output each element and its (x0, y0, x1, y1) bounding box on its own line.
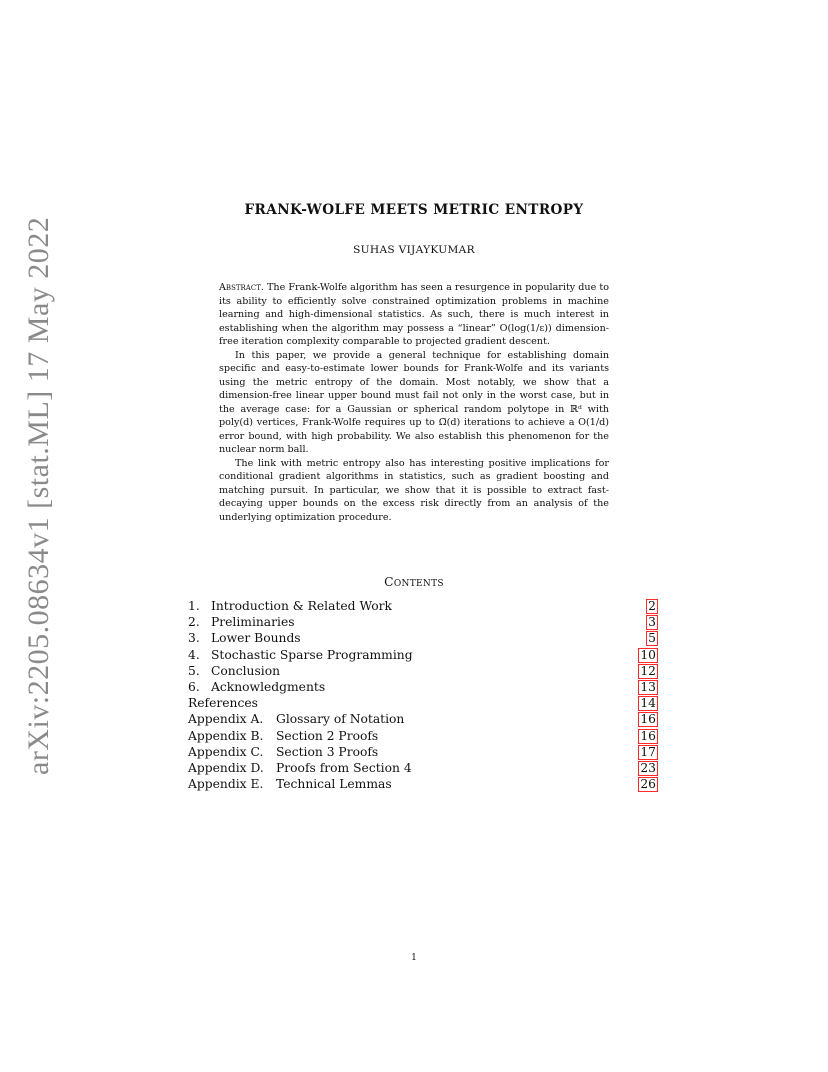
abstract-paragraph-2: In this paper, we provide a general technique for establishing domain specific and easy-to-estimate lower bounds for Frank-Wolfe and its variants using the metric entropy of the domain. Most notably, we show that a dimension-free linear upper bound must fail not only in the worst case, but in the average case: for a Gaussian or spherical random polytope in ℝᵈ with poly(d) vertices, Frank-Wolfe requires up to Ω̃(d) iterations to achieve a O(1/d) error bound, with high probability. We also establish this phenomenon for the nuclear norm ball. (219, 349, 609, 455)
toc-entry[interactable] (188, 647, 658, 663)
toc-page-link[interactable]: 13 (640, 679, 656, 694)
paper-title: FRANK-WOLFE MEETS METRIC ENTROPY (244, 202, 584, 218)
toc-entry[interactable] (188, 598, 658, 614)
toc-entry[interactable] (188, 695, 658, 711)
toc-entry-number: Appendix B. (188, 728, 264, 743)
toc-page-link[interactable]: 14 (640, 696, 656, 711)
toc-page-link[interactable]: 3 (648, 615, 656, 630)
toc-entry-number: 3. (188, 631, 200, 646)
toc-entry-number: Appendix D. (188, 760, 264, 775)
toc-entry[interactable] (188, 760, 658, 776)
toc-page-link[interactable]: 23 (640, 760, 656, 775)
toc-entry-label: Lower Bounds (211, 631, 301, 646)
abstract-paragraph-1 (219, 281, 609, 349)
toc-entry-label: Preliminaries (211, 615, 295, 630)
toc-page-link[interactable]: 17 (640, 744, 656, 759)
toc-entry-label: Stochastic Sparse Programming (211, 647, 413, 662)
toc-page-link[interactable]: 12 (640, 663, 656, 678)
toc-entry-label: Section 3 Proofs (276, 744, 379, 759)
toc-entry[interactable] (188, 744, 658, 760)
toc-entry[interactable] (188, 711, 658, 727)
abstract-heading: Abstract. (219, 282, 264, 293)
toc-entry-label: Introduction & Related Work (211, 599, 392, 613)
abstract-paragraph-3: The link with metric entropy also has interesting positive implications for conditional gradient algorithms in statistics, such as gradient boosting and matching pursuit. In particular, we show that it is possible to extract fast-decaying upper bounds on the excess risk directly from an analysis of the underlying optimization procedure. (219, 457, 609, 523)
table-of-contents (188, 598, 658, 792)
toc-page-link[interactable]: 26 (640, 777, 656, 792)
toc-entry[interactable] (188, 630, 658, 646)
toc-entry-number: Appendix A. (188, 712, 264, 727)
toc-entry-label: References (188, 696, 258, 711)
toc-entry[interactable] (188, 776, 658, 792)
toc-page-link[interactable]: 5 (648, 631, 656, 646)
toc-page-link[interactable]: 16 (640, 728, 656, 743)
toc-entry[interactable] (188, 728, 658, 744)
toc-entry-number: Appendix E. (188, 777, 264, 792)
toc-page-link[interactable]: 10 (640, 647, 656, 662)
toc-entry-number: 4. (188, 647, 200, 662)
toc-entry[interactable] (188, 614, 658, 630)
arxiv-identifier-stamp: arXiv:2205.08634v1 [stat.ML] 17 May 2022 (22, 216, 55, 775)
toc-entry-number: 6. (188, 679, 200, 694)
toc-entry-label: Section 2 Proofs (276, 728, 379, 743)
toc-entry-label: Glossary of Notation (276, 712, 405, 727)
paper-author: SUHAS VIJAYKUMAR (353, 244, 475, 256)
toc-entry-label: Acknowledgments (211, 679, 326, 694)
toc-entry-label: Technical Lemmas (276, 777, 392, 792)
abstract-text-1: The Frank-Wolfe algorithm has seen a resurgence in popularity due to its ability to efficiently solve constrained optimization problems in machine learning and high-dimensional statistics. As such, there is much interest in establishing when the algorithm may possess a “linear” O(log(1/ε)) dimension-free iteration complexity comparable to projected gradient descent. (219, 282, 609, 347)
toc-page-link[interactable]: 2 (648, 599, 656, 613)
page-number: 1 (411, 953, 417, 963)
toc-entry-number: Appendix C. (188, 744, 264, 759)
toc-entry-label: Conclusion (211, 663, 281, 678)
toc-page-link[interactable]: 16 (640, 712, 656, 727)
toc-entry[interactable] (188, 663, 658, 679)
toc-entry-label: Proofs from Section 4 (276, 760, 412, 775)
toc-entry-number: 2. (188, 615, 200, 630)
toc-entry-number: 5. (188, 663, 200, 678)
toc-entry[interactable] (188, 679, 658, 695)
abstract (219, 281, 609, 524)
toc-entry-number: 1. (188, 599, 200, 613)
contents-heading: Contents (384, 575, 444, 589)
